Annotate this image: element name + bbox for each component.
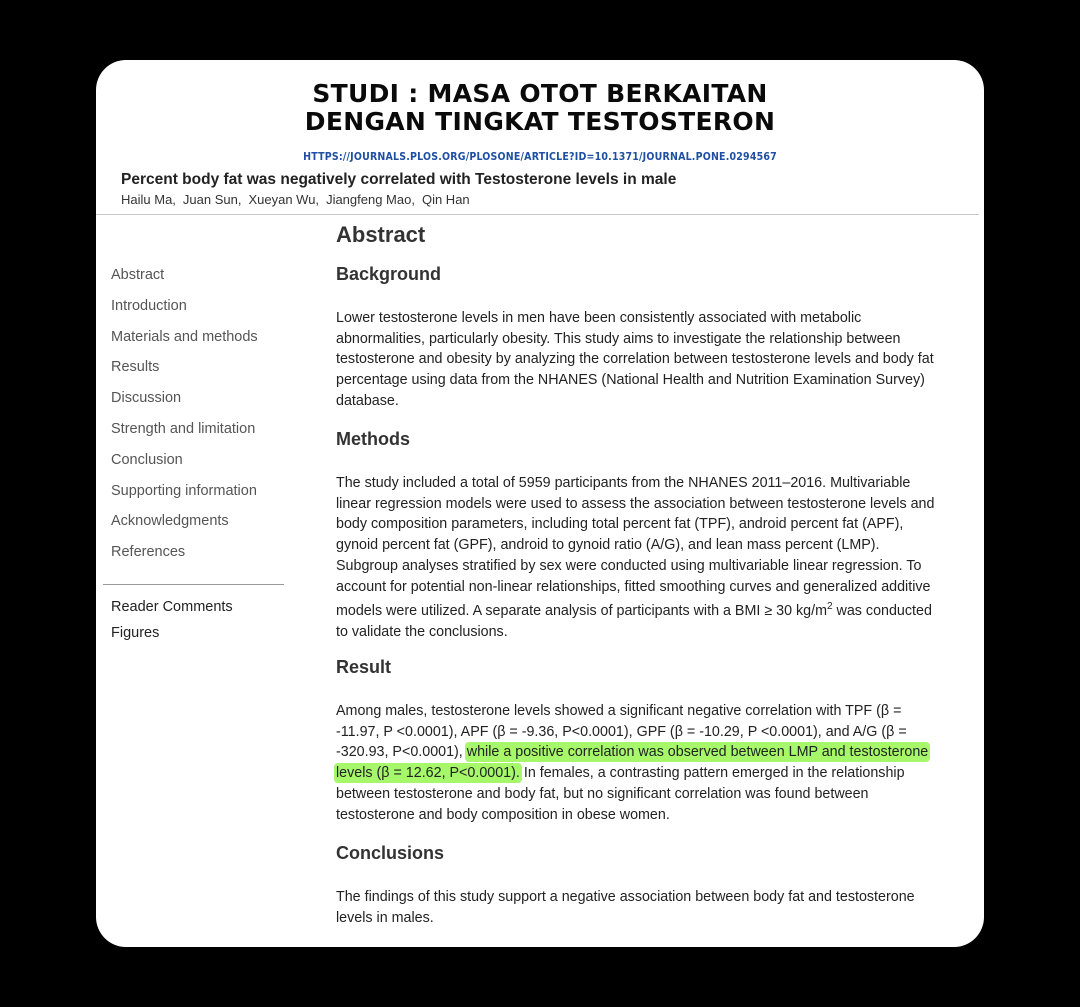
text-line: -11.97, P <0.0001), APF (β = -9.36, P<0.0001), GPF (β = -10.29, P <0.0001), and A/G (β = xyxy=(336,723,907,740)
toc-divider xyxy=(103,584,284,585)
text-fragment: models were utilized. A separate analysis of participants with a BMI ≥ 30 kg/m xyxy=(336,602,827,619)
toc-item-figures[interactable]: Figures xyxy=(111,625,160,641)
text-fragment: -320.93, P<0.0001), xyxy=(336,744,467,761)
text-fragment: was conducted xyxy=(832,602,932,619)
text-line: Subgroup analyses stratified by sex were conducted using multivariable linear regression. To xyxy=(336,557,922,574)
toc-item-abstract[interactable]: Abstract xyxy=(111,267,165,283)
toc-item-conclusion[interactable]: Conclusion xyxy=(111,451,183,468)
text-line: testosterone and obesity by analyzing the correlation between testosterone levels and body fat xyxy=(336,351,934,368)
text-line: database. xyxy=(336,392,399,409)
abstract-title: Abstract xyxy=(336,222,426,247)
text-line: testosterone and body composition in obese women. xyxy=(336,806,670,823)
author[interactable]: Juan Sun, xyxy=(182,192,242,207)
text-line xyxy=(336,742,966,763)
conclusions-paragraph xyxy=(336,887,966,928)
text-line: body composition parameters, including total percent fat (TPF), android percent fat (APF), xyxy=(336,516,904,533)
headline xyxy=(96,80,984,136)
author[interactable]: Qin Han xyxy=(421,192,470,207)
toc-item-materials-and-methods[interactable]: Materials and methods xyxy=(111,328,258,345)
text-line: to validate the conclusions. xyxy=(336,623,508,640)
headline-line-1: STUDI : MASA OTOT BERKAITAN xyxy=(312,79,768,108)
header-divider xyxy=(96,214,979,215)
methods-paragraph xyxy=(336,473,966,642)
author-list xyxy=(121,192,470,207)
article-card xyxy=(96,60,984,947)
text-line: between testosterone and body fat, but no significant correlation was found between xyxy=(336,785,869,802)
text-line: account for potential non-linear relationships, fitted smoothing curves and generalized additive xyxy=(336,578,931,595)
toc-item-reader-comments[interactable]: Reader Comments xyxy=(111,599,233,615)
text-line xyxy=(336,597,966,621)
text-line xyxy=(336,763,966,784)
methods-heading: Methods xyxy=(336,429,410,449)
text-fragment: In females, a contrasting pattern emerged in the relationship xyxy=(519,765,905,782)
background-paragraph xyxy=(336,308,966,412)
author[interactable]: Jiangfeng Mao, xyxy=(326,192,415,207)
source-url: HTTPS://JOURNALS.PLOS.ORG/PLOSONE/ARTICLE?ID=10.1371/JOURNAL.PONE.0294567 xyxy=(303,151,777,163)
text-line: The study included a total of 5959 participants from the NHANES 2011–2016. Multivariable xyxy=(336,475,911,491)
text-line: The findings of this study support a negative association between body fat and testosterone xyxy=(336,889,915,905)
text-line: levels in males. xyxy=(336,909,434,926)
text-line: abnormalities, particularly obesity. This study aims to investigate the relationship between xyxy=(336,330,901,347)
toc-item-acknowledgments[interactable]: Acknowledgments xyxy=(111,513,229,530)
text-line: percentage using data from the NHANES (National Health and Nutrition Examination Survey) xyxy=(336,372,925,389)
toc-item-introduction[interactable]: Introduction xyxy=(111,297,187,314)
result-paragraph xyxy=(336,701,966,825)
toc-item-references[interactable]: References xyxy=(111,544,186,561)
toc-item-strength-and-limitation[interactable]: Strength and limitation xyxy=(111,420,256,437)
text-line: Among males, testosterone levels showed a significant negative correlation with TPF (β = xyxy=(336,703,902,719)
background-heading: Background xyxy=(336,264,442,284)
paper-title: Percent body fat was negatively correlated with Testosterone levels in male xyxy=(121,171,677,188)
result-heading: Result xyxy=(336,657,392,677)
conclusions-heading: Conclusions xyxy=(336,843,445,863)
text-line: linear regression models were used to assess the association between testosterone levels and xyxy=(336,495,935,512)
superscript: 2 xyxy=(827,601,833,613)
author[interactable]: Hailu Ma, xyxy=(121,192,176,207)
text-line: Lower testosterone levels in men have been consistently associated with metabolic xyxy=(336,310,862,326)
table-of-contents xyxy=(111,265,286,573)
toc-secondary xyxy=(111,597,233,649)
toc-item-discussion[interactable]: Discussion xyxy=(111,390,182,407)
highlighted-text: while a positive correlation was observed between LMP and testosterone xyxy=(466,744,929,761)
author[interactable]: Xueyan Wu, xyxy=(248,192,320,207)
text-line: gynoid percent fat (GPF), android to gynoid ratio (A/G), and lean mass percent (LMP). xyxy=(336,537,880,554)
toc-item-results[interactable]: Results xyxy=(111,359,160,376)
highlighted-text: levels (β = 12.62, P<0.0001). xyxy=(336,765,520,782)
headline-line-2: DENGAN TINGKAT TESTOSTERON xyxy=(304,107,776,136)
toc-item-supporting-information[interactable]: Supporting information xyxy=(111,482,257,499)
